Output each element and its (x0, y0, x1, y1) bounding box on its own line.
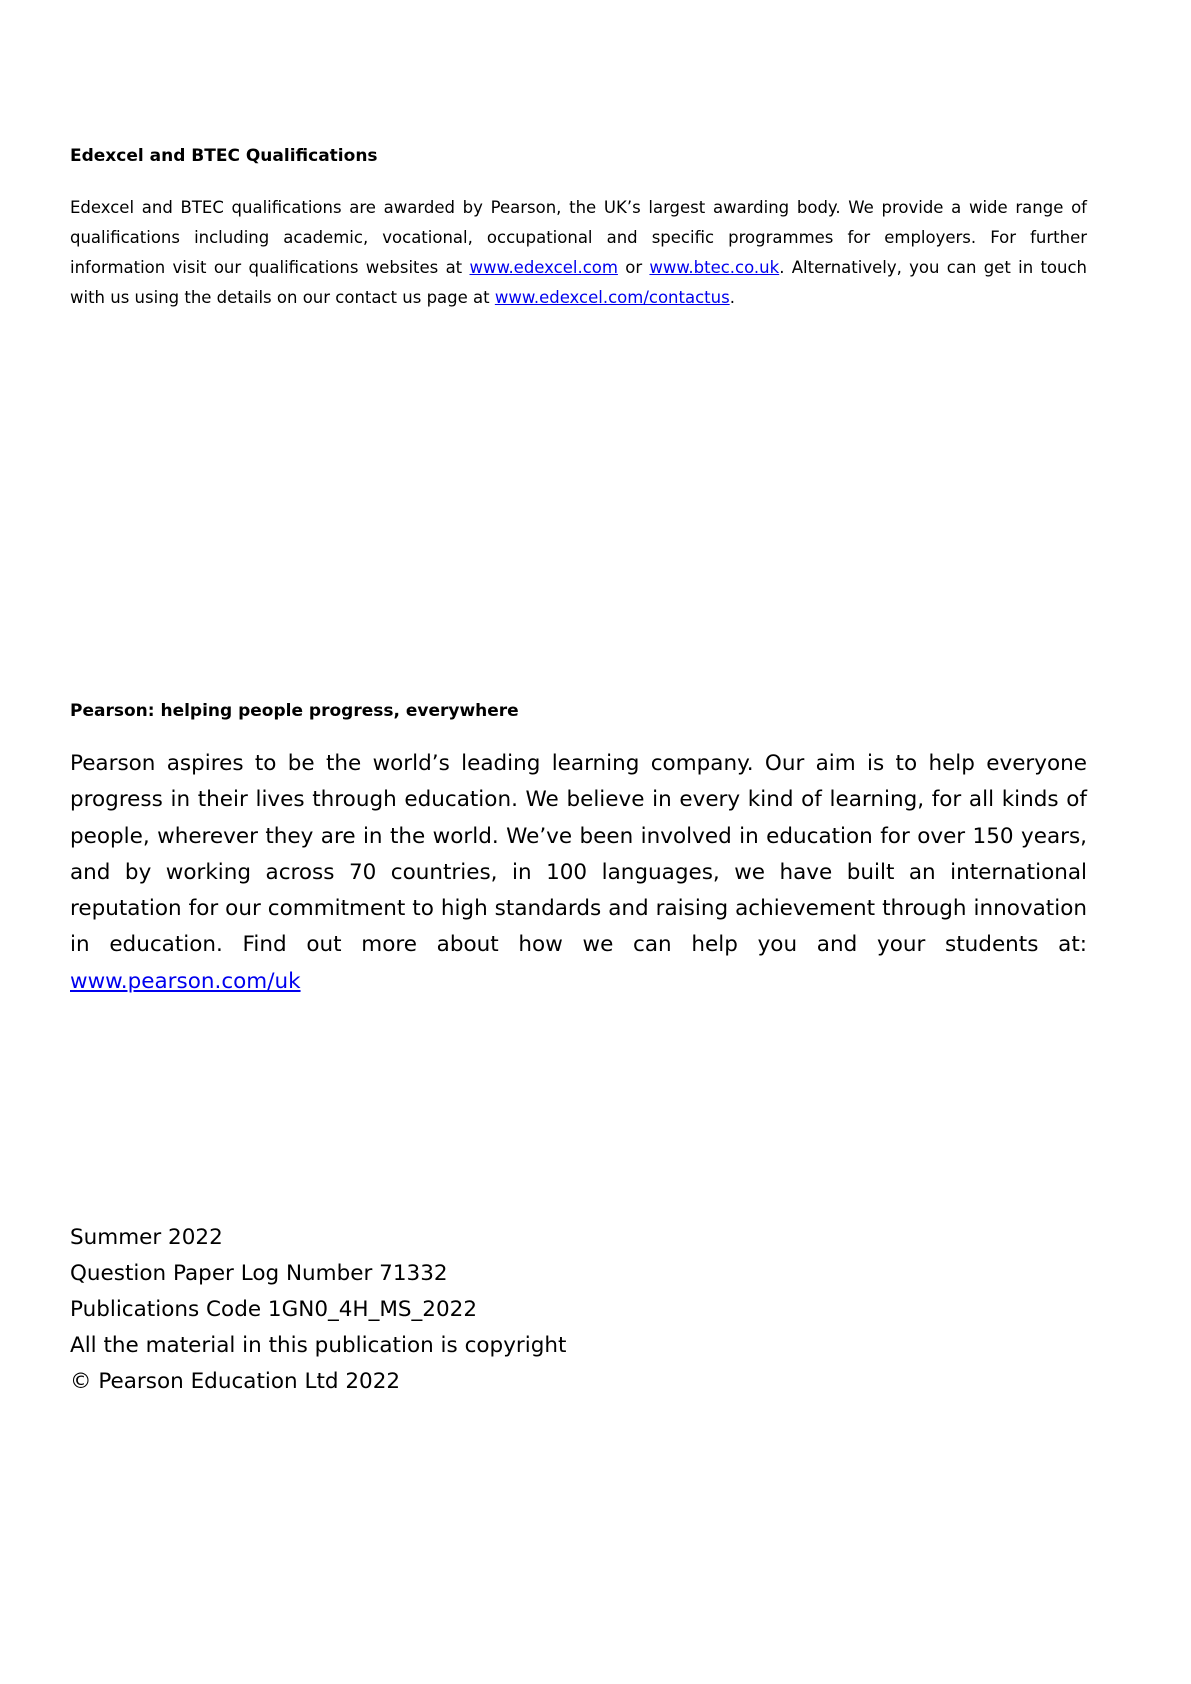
contact-us-link[interactable]: www.edexcel.com/contactus (494, 288, 730, 307)
copyright-note-line: All the material in this publication is copyright (70, 1333, 567, 1358)
session-line: Summer 2022 (70, 1225, 223, 1250)
btec-link[interactable]: www.btec.co.uk (649, 258, 780, 277)
qualifications-text-d: . (729, 288, 735, 307)
qualifications-text-a: Edexcel and BTEC qualifications are awarded by Pearson, the UK’s largest awarding body. We provide a wide range of qualifications including academic, vocational, occupational and specific programmes for employers. For further information visit our qualifications websites at (70, 198, 1087, 277)
qualifications-paragraph (70, 193, 1087, 313)
section-heading-pearson: Pearson: helping people progress, everywhere (70, 701, 519, 721)
edexcel-link[interactable]: www.edexcel.com (469, 258, 618, 277)
qualifications-text-b: or (617, 258, 650, 277)
pearson-uk-link[interactable]: www.pearson.com/uk (70, 968, 301, 994)
section-heading-qualifications: Edexcel and BTEC Qualifications (70, 146, 378, 166)
pearson-text: Pearson aspires to be the world’s leading learning company. Our aim is to help everyone progress in their lives through education. We believe in every kind of learning, for all kinds of people, wherever they are in the world. We’ve been involved in education for over 150 years, and by working across 70 countries, in 100 languages, we have built an international reputation for our commitment to high standards and raising achievement through innovation in education. Find out more about how we can help you and your students at: (70, 751, 1087, 958)
publication-footer (70, 1220, 566, 1400)
log-number-line: Question Paper Log Number 71332 (70, 1261, 448, 1286)
copyright-line: © Pearson Education Ltd 2022 (70, 1369, 401, 1394)
publications-code-line: Publications Code 1GN0_4H_MS_2022 (70, 1297, 478, 1322)
pearson-paragraph (70, 746, 1087, 1000)
qualifications-text-c: . Alternatively, you can get in touch with us using the details on our contact us page at (70, 258, 1087, 307)
